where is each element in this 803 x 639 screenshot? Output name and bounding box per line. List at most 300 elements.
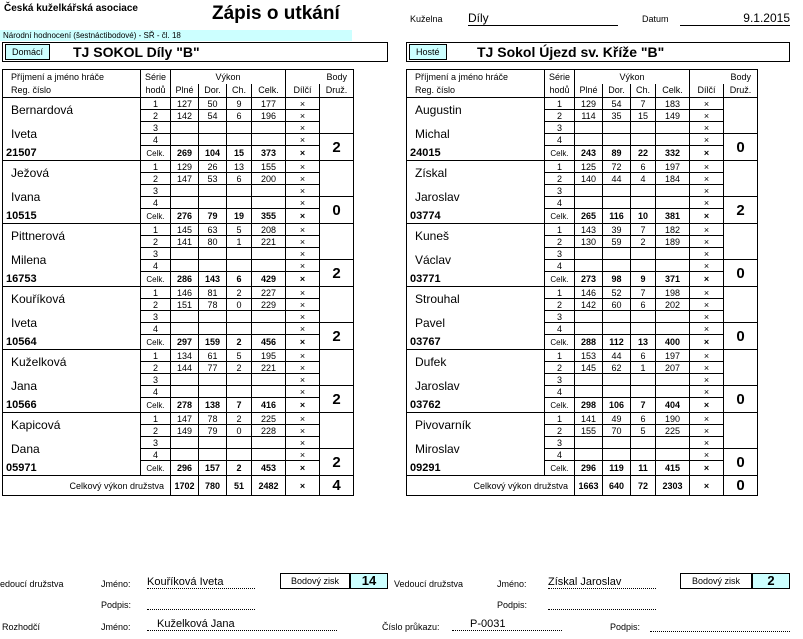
dor-value: 59: [603, 236, 631, 248]
celk-value: [252, 134, 286, 146]
table-row: [3, 122, 354, 134]
celk-value: 198: [656, 287, 690, 299]
plne-value: 129: [171, 161, 199, 173]
ch-value: 4: [631, 173, 656, 185]
dilci-mark: ×: [286, 362, 320, 374]
sum-ch: 10: [631, 209, 656, 224]
ch-value: [227, 134, 252, 146]
druz-spacer: [724, 161, 758, 197]
dor-value: 60: [603, 299, 631, 311]
col-hodu-header: hodů: [545, 84, 575, 98]
ch-value: [227, 197, 252, 209]
sum-ch: 13: [631, 335, 656, 350]
dor-value: 54: [603, 98, 631, 110]
dilci-mark: ×: [286, 197, 320, 209]
plne-value: [171, 122, 199, 134]
away-leader-name-label: Jméno:: [497, 579, 527, 589]
sum-plne: 265: [575, 209, 603, 224]
ch-value: [631, 122, 656, 134]
col-player-header: Příjmení a jméno hráče: [407, 70, 545, 84]
table-row: [3, 161, 354, 173]
ch-value: 6: [631, 350, 656, 362]
player-reg-number: 10515: [3, 209, 141, 224]
ch-value: [227, 185, 252, 197]
celk-value: 225: [656, 425, 690, 437]
referee-label: Rozhodčí: [2, 622, 41, 632]
ch-value: 5: [227, 224, 252, 236]
datum-value: 9.1.2015: [680, 11, 790, 26]
plne-value: 127: [171, 98, 199, 110]
sum-celk: 373: [252, 146, 286, 161]
dilci-mark: ×: [286, 323, 320, 335]
plne-value: 142: [171, 110, 199, 122]
table-row: [3, 248, 354, 260]
dor-value: [199, 311, 227, 323]
col-dilci-header: Dílčí: [690, 84, 724, 98]
ch-value: [227, 260, 252, 272]
sum-celk: 416: [252, 398, 286, 413]
player-firstname: Iveta: [3, 122, 141, 146]
sum-dilci-mark: ×: [690, 398, 724, 413]
celk-value: [252, 449, 286, 461]
player-reg-number: 21507: [3, 146, 141, 161]
celk-value: [656, 248, 690, 260]
ch-value: 1: [631, 362, 656, 374]
celk-value: [252, 311, 286, 323]
sum-row: [3, 398, 354, 413]
sum-dilci-mark: ×: [690, 146, 724, 161]
celk-value: [656, 437, 690, 449]
player-points: 0: [724, 134, 758, 161]
sum-dor: 79: [199, 209, 227, 224]
plne-value: 149: [171, 425, 199, 437]
team-total-row: [3, 476, 354, 496]
dilci-mark: ×: [286, 287, 320, 299]
sum-label: Celk.: [141, 146, 171, 161]
player-surname: Získal: [407, 161, 545, 185]
plne-value: 125: [575, 161, 603, 173]
player-points: 2: [320, 449, 354, 476]
dilci-mark: ×: [690, 311, 724, 323]
sum-plne: 276: [171, 209, 199, 224]
dilci-mark: ×: [690, 197, 724, 209]
plne-value: [575, 386, 603, 398]
dilci-mark: ×: [286, 236, 320, 248]
celk-value: [656, 386, 690, 398]
celk-value: [656, 122, 690, 134]
sum-dor: 112: [603, 335, 631, 350]
dor-value: 70: [603, 425, 631, 437]
dor-value: [603, 134, 631, 146]
player-surname: Kouříková: [3, 287, 141, 311]
druz-spacer: [724, 350, 758, 386]
plne-value: 142: [575, 299, 603, 311]
dor-value: [199, 437, 227, 449]
serie-number: 2: [141, 173, 171, 185]
serie-number: 4: [141, 386, 171, 398]
col-reg-header: Reg. číslo: [3, 84, 141, 98]
plne-value: [575, 449, 603, 461]
home-bodovy-value: 14: [350, 573, 388, 589]
player-points: 0: [724, 323, 758, 350]
dor-value: [603, 260, 631, 272]
dor-value: 72: [603, 161, 631, 173]
druz-spacer: [724, 413, 758, 449]
sum-row: [407, 461, 758, 476]
referee-signature-line: [650, 620, 790, 632]
sum-label: Celk.: [141, 209, 171, 224]
serie-number: 4: [141, 323, 171, 335]
dor-value: 50: [199, 98, 227, 110]
ch-value: [631, 260, 656, 272]
prukaz-label: Číslo průkazu:: [382, 622, 440, 632]
dilci-mark: ×: [690, 173, 724, 185]
serie-number: 3: [141, 185, 171, 197]
dilci-mark: ×: [690, 386, 724, 398]
ch-value: 2: [227, 362, 252, 374]
serie-number: 2: [545, 110, 575, 122]
plne-value: 155: [575, 425, 603, 437]
dor-value: 35: [603, 110, 631, 122]
sum-row: [407, 209, 758, 224]
col-druz-header: Druž.: [724, 84, 758, 98]
dilci-mark: ×: [286, 386, 320, 398]
player-points: 2: [724, 197, 758, 224]
celk-value: 200: [252, 173, 286, 185]
dilci-mark: ×: [690, 437, 724, 449]
dilci-mark: ×: [690, 413, 724, 425]
serie-number: 1: [545, 224, 575, 236]
celk-value: 202: [656, 299, 690, 311]
prukaz-value: P-0031: [452, 618, 562, 631]
away-tag: Hosté: [409, 44, 447, 60]
celk-value: 221: [252, 236, 286, 248]
plne-value: 134: [171, 350, 199, 362]
dor-value: [199, 374, 227, 386]
table-row: [407, 350, 758, 362]
sum-celk: 456: [252, 335, 286, 350]
serie-number: 2: [545, 299, 575, 311]
plne-value: 146: [575, 287, 603, 299]
dilci-mark: ×: [286, 161, 320, 173]
sum-label: Celk.: [545, 146, 575, 161]
ch-value: 6: [631, 299, 656, 311]
player-surname: Pittnerová: [3, 224, 141, 248]
dilci-mark: ×: [286, 311, 320, 323]
serie-number: 4: [545, 197, 575, 209]
ch-value: [631, 449, 656, 461]
sum-row: [407, 335, 758, 350]
referee-name: Kuželková Jana: [147, 618, 337, 631]
dor-value: [199, 386, 227, 398]
sum-celk: 371: [656, 272, 690, 287]
dilci-mark: ×: [286, 122, 320, 134]
ch-value: [631, 323, 656, 335]
serie-number: 1: [141, 98, 171, 110]
player-surname: Ježová: [3, 161, 141, 185]
dor-value: 77: [199, 362, 227, 374]
col-serie-header: Série: [545, 70, 575, 84]
serie-number: 1: [141, 287, 171, 299]
dilci-mark: ×: [690, 425, 724, 437]
celk-value: [252, 122, 286, 134]
sum-ch: 7: [631, 398, 656, 413]
dilci-mark: ×: [286, 260, 320, 272]
plne-value: [575, 374, 603, 386]
sum-ch: 7: [227, 398, 252, 413]
serie-number: 4: [141, 197, 171, 209]
plne-value: 151: [171, 299, 199, 311]
druz-spacer: [320, 224, 354, 260]
celk-value: [252, 185, 286, 197]
celk-value: 221: [252, 362, 286, 374]
ch-value: [227, 374, 252, 386]
player-firstname: Jaroslav: [407, 374, 545, 398]
dilci-mark: ×: [690, 362, 724, 374]
celk-value: [252, 374, 286, 386]
celk-value: [656, 311, 690, 323]
ch-value: 6: [227, 110, 252, 122]
ch-value: [227, 386, 252, 398]
celk-value: [252, 323, 286, 335]
col-reg-header: Reg. číslo: [407, 84, 545, 98]
home-tag: Domácí: [5, 44, 50, 60]
sum-dor: 157: [199, 461, 227, 476]
celk-value: [252, 260, 286, 272]
dor-value: 49: [603, 413, 631, 425]
table-row: [407, 161, 758, 173]
ch-value: [227, 122, 252, 134]
sum-dor: 106: [603, 398, 631, 413]
team-total-dor: 640: [603, 476, 631, 496]
serie-number: 2: [141, 425, 171, 437]
player-surname: Kuželková: [3, 350, 141, 374]
dor-value: 39: [603, 224, 631, 236]
player-points: 0: [724, 260, 758, 287]
sum-celk: 381: [656, 209, 690, 224]
player-reg-number: 10564: [3, 335, 141, 350]
away-team-bar: [406, 42, 790, 62]
serie-number: 2: [545, 173, 575, 185]
sum-celk: 400: [656, 335, 690, 350]
plne-value: 143: [575, 224, 603, 236]
sum-label: Celk.: [545, 272, 575, 287]
plne-value: 145: [171, 224, 199, 236]
sum-dilci-mark: ×: [286, 335, 320, 350]
dilci-mark: ×: [690, 374, 724, 386]
plne-value: [171, 323, 199, 335]
home-leader-name: Kouříková Iveta: [147, 576, 255, 589]
away-leader-label: Vedoucí družstva: [394, 579, 464, 589]
druz-spacer: [724, 287, 758, 323]
ch-value: 7: [631, 98, 656, 110]
player-surname: Bernardová: [3, 98, 141, 122]
sum-plne: 298: [575, 398, 603, 413]
plne-value: [575, 185, 603, 197]
away-team-name: TJ Sokol Újezd sv. Kříže "B": [477, 44, 665, 60]
dilci-mark: ×: [286, 350, 320, 362]
dor-value: [603, 374, 631, 386]
ch-value: 15: [631, 110, 656, 122]
team-total-ch: 72: [631, 476, 656, 496]
celk-value: [656, 134, 690, 146]
sum-plne: 278: [171, 398, 199, 413]
serie-number: 1: [141, 413, 171, 425]
dilci-mark: ×: [690, 449, 724, 461]
player-firstname: Jaroslav: [407, 185, 545, 209]
dilci-mark: ×: [690, 287, 724, 299]
sum-plne: 286: [171, 272, 199, 287]
sum-celk: 453: [252, 461, 286, 476]
serie-number: 1: [545, 161, 575, 173]
player-firstname: Milena: [3, 248, 141, 272]
ch-value: [227, 449, 252, 461]
druz-spacer: [320, 413, 354, 449]
serie-number: 3: [141, 437, 171, 449]
away-signature-label: Podpis:: [497, 600, 528, 610]
dilci-mark: ×: [690, 110, 724, 122]
plne-value: [575, 437, 603, 449]
player-points: 2: [320, 134, 354, 161]
serie-number: 3: [141, 122, 171, 134]
sum-label: Celk.: [141, 335, 171, 350]
home-team-name: TJ SOKOL Díly "B": [73, 44, 200, 60]
player-surname: Kuneš: [407, 224, 545, 248]
table-row: [3, 311, 354, 323]
competition-label: Národní hodnocení (šestnáctibodové) - SŘ - čl. 18: [0, 30, 352, 41]
col-dor-header: Dor.: [199, 84, 227, 98]
celk-value: 190: [656, 413, 690, 425]
dor-value: [603, 449, 631, 461]
druz-spacer: [320, 161, 354, 197]
dor-value: [603, 122, 631, 134]
serie-number: 3: [545, 374, 575, 386]
plne-value: [171, 449, 199, 461]
table-row: [407, 413, 758, 425]
dor-value: 44: [603, 173, 631, 185]
team-total-plne: 1702: [171, 476, 199, 496]
player-reg-number: 24015: [407, 146, 545, 161]
referee-signature-label: Podpis:: [610, 622, 641, 632]
celk-value: 197: [656, 350, 690, 362]
home-team-bar: [2, 42, 388, 62]
druz-spacer: [320, 287, 354, 323]
celk-value: 182: [656, 224, 690, 236]
serie-number: 1: [545, 350, 575, 362]
player-firstname: Iveta: [3, 311, 141, 335]
ch-value: 5: [227, 350, 252, 362]
table-row: [3, 287, 354, 299]
plne-value: [575, 311, 603, 323]
plne-value: [171, 386, 199, 398]
dor-value: [199, 248, 227, 260]
dor-value: [603, 437, 631, 449]
dilci-mark: ×: [690, 98, 724, 110]
sum-dor: 138: [199, 398, 227, 413]
dilci-mark: ×: [690, 260, 724, 272]
celk-value: 229: [252, 299, 286, 311]
sum-label: Celk.: [141, 461, 171, 476]
celk-value: [656, 323, 690, 335]
sum-dilci-mark: ×: [690, 461, 724, 476]
serie-number: 2: [141, 110, 171, 122]
plne-value: [575, 260, 603, 272]
ch-value: 2: [631, 236, 656, 248]
ch-value: [631, 134, 656, 146]
team-total-dor: 780: [199, 476, 227, 496]
serie-number: 3: [545, 185, 575, 197]
sum-dor: 116: [603, 209, 631, 224]
plne-value: [171, 311, 199, 323]
ch-value: 7: [631, 287, 656, 299]
player-points: 2: [320, 260, 354, 287]
player-surname: Kapicová: [3, 413, 141, 437]
serie-number: 4: [141, 134, 171, 146]
sum-row: [407, 272, 758, 287]
plne-value: [575, 323, 603, 335]
dilci-mark: ×: [690, 323, 724, 335]
dilci-mark: ×: [286, 185, 320, 197]
sum-row: [3, 146, 354, 161]
table-row: [3, 374, 354, 386]
celk-value: [252, 197, 286, 209]
team-total-label: Celkový výkon družstva: [3, 476, 171, 496]
col-dilci-header: Dílčí: [286, 84, 320, 98]
dor-value: [199, 449, 227, 461]
serie-number: 4: [545, 260, 575, 272]
player-firstname: Ivana: [3, 185, 141, 209]
table-row: [3, 98, 354, 110]
serie-number: 2: [545, 362, 575, 374]
dor-value: 63: [199, 224, 227, 236]
table-row: [407, 98, 758, 110]
celk-value: [252, 386, 286, 398]
team-total-mark: ×: [286, 476, 320, 496]
col-ch-header: Ch.: [227, 84, 252, 98]
player-surname: Strouhal: [407, 287, 545, 311]
sum-dilci-mark: ×: [286, 461, 320, 476]
ch-value: 6: [227, 173, 252, 185]
dor-value: [199, 260, 227, 272]
serie-number: 3: [545, 437, 575, 449]
serie-number: 1: [545, 98, 575, 110]
dor-value: 62: [603, 362, 631, 374]
col-vykon-header: Výkon: [171, 70, 286, 84]
sum-dilci-mark: ×: [690, 209, 724, 224]
serie-number: 2: [141, 362, 171, 374]
col-druz-header: Druž.: [320, 84, 354, 98]
sum-dor: 89: [603, 146, 631, 161]
plne-value: [575, 122, 603, 134]
plne-value: [171, 260, 199, 272]
col-celk-header: Celk.: [252, 84, 286, 98]
player-reg-number: 03774: [407, 209, 545, 224]
ch-value: [227, 248, 252, 260]
col-vykon-header: Výkon: [575, 70, 690, 84]
away-bodovy-value: 2: [752, 573, 790, 589]
col-ch-header: Ch.: [631, 84, 656, 98]
plne-value: 129: [575, 98, 603, 110]
serie-number: 3: [141, 311, 171, 323]
player-points: 0: [724, 386, 758, 413]
ch-value: 1: [227, 236, 252, 248]
ch-value: [631, 374, 656, 386]
dilci-mark: ×: [690, 134, 724, 146]
player-surname: Dufek: [407, 350, 545, 374]
team-total-celk: 2303: [656, 476, 690, 496]
ch-value: 6: [631, 413, 656, 425]
home-signature-label: Podpis:: [101, 600, 132, 610]
